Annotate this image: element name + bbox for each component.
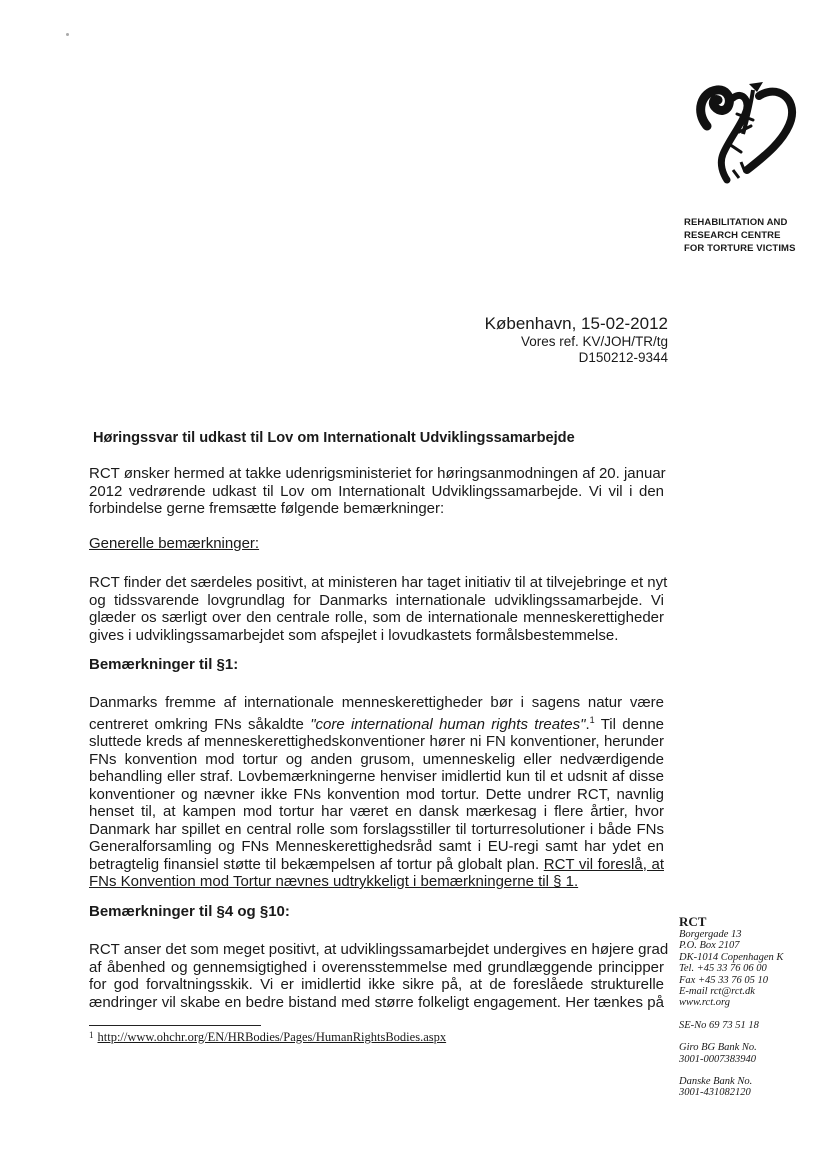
scan-speck	[66, 33, 69, 36]
organization-name-line: RESEARCH CENTRE	[684, 230, 781, 241]
italic-term: "core international human rights treates"	[310, 715, 586, 733]
city-date: København, 15-02-2012	[484, 314, 668, 333]
email-address: E-mail rct@rct.dk	[679, 986, 755, 998]
paragraph-line: 2012 vedrørende udkast til Lov om Internationalt Udviklingssamarbejde. Vi vil i den	[89, 482, 664, 500]
section-4-10-paragraph	[89, 941, 669, 1011]
letter-subject: Høringssvar til udkast til Lov om Internationalt Udviklingssamarbejde	[93, 430, 575, 446]
website: www.rct.org	[679, 997, 730, 1009]
paragraph-line	[89, 712, 664, 734]
paragraph-line: for god forvaltningsskik. Vi er imidlertid ikke sikre på, at de foreslåede strukturelle	[89, 976, 664, 993]
paragraph-line: Danmark har spillet en central rolle som forslagsstiller til torturresolutioner i både FNs	[89, 820, 664, 838]
paragraph-line: RCT finder det særdeles positivt, at ministeren har taget initiativ til at tilvejebringe et nyt	[89, 574, 668, 591]
contact-sidebar	[679, 914, 824, 1099]
section-1-paragraph	[89, 694, 664, 891]
address-line: Borgergade 13	[679, 929, 742, 940]
phone-number: Tel. +45 33 76 06 00	[679, 963, 767, 975]
reference-number: D150212-9344	[578, 350, 668, 365]
spacer	[679, 1031, 824, 1042]
footnote-link[interactable]: http://www.ohchr.org/EN/HRBodies/Pages/HumanRightsBodies.aspx	[97, 1030, 447, 1044]
paragraph-line: behandling eller straf. Lovbemærkningerne henviser imidlertid kun til et udsnit af disse	[89, 768, 664, 785]
address-line: P.O. Box 2107	[679, 940, 740, 952]
footnote-marker: 1	[589, 714, 595, 725]
organization-name-line: REHABILITATION AND	[684, 217, 788, 228]
spacer	[679, 1009, 824, 1020]
general-remarks-paragraph	[89, 574, 668, 644]
paragraph-line: forbindelse gerne fremsætte følgende bemærkninger:	[89, 500, 445, 517]
reference-line: Vores ref. KV/JOH/TR/tg	[520, 334, 668, 349]
paragraph-line: konventioner og nævner ikke FNs konvention mod tortur. Dette undrer RCT, navnlig	[89, 785, 664, 803]
footnote-divider	[89, 1025, 261, 1026]
text-span: centreret omkring FNs såkaldte	[89, 715, 311, 733]
organization-name-line: FOR TORTURE VICTIMS	[684, 243, 796, 254]
bank-number: 3001-431082120	[679, 1087, 751, 1099]
section-4-10-heading: Bemærkninger til §4 og §10:	[89, 903, 290, 920]
paragraph-line: henset til, at kampen mod tortur har været en dansk mærkesag i flere årtier, hvor	[89, 803, 664, 820]
paragraph-line: glæder os særligt over den centrale rolle, som de internationale menneskerettigheder	[89, 609, 664, 626]
footnote-number: 1	[89, 1030, 94, 1040]
paragraph-line: Danmarks fremme af internationale menneskerettigheder bør i sagens natur være	[89, 694, 664, 711]
intro-paragraph	[89, 465, 664, 518]
letter-header	[485, 314, 668, 366]
section-1-heading: Bemærkninger til §1:	[89, 656, 239, 673]
paragraph-line: ændringer vil skabe en bedre bistand med større folkeligt engagement. Her tænkes på	[89, 993, 664, 1011]
paragraph-line: FNs konvention mod tortur og anden grusom, umenneskelig eller nedværdigende	[89, 750, 664, 768]
paragraph-line: Generalforsamling og FNs Menneskerettighedsråd samt i EU-regi samt har ydet en	[89, 838, 664, 855]
fax-number: Fax +45 33 76 05 10	[679, 974, 769, 986]
se-number: SE-No 69 73 51 18	[679, 1019, 759, 1031]
paragraph-line	[89, 873, 664, 891]
footnote	[89, 1030, 446, 1045]
proposal-text: RCT vil foreslå, at	[543, 855, 664, 873]
paragraph-line: sluttede kreds af menneskerettighedskonventioner hører ni FN konventioner, herunder	[89, 733, 664, 750]
bank-number: 3001-0007383940	[679, 1053, 756, 1065]
paragraph-line: RCT anser det som meget positivt, at udviklingssamarbejdet undergives en højere grad	[89, 941, 669, 958]
bank-name: Danske Bank No.	[679, 1076, 753, 1088]
paragraph-line: af åbenhed og gennemsigtighed i overensstemmelse med grundlæggende principper	[89, 958, 664, 976]
organization-name	[684, 216, 824, 255]
rct-logo	[693, 74, 801, 190]
paragraph-line: gives i udviklingssamarbejdet som afspejlet i lovudkastets formålsbestemmelse.	[89, 626, 619, 644]
paragraph-line: og tidssvarende lovgrundlag for Danmarks internationale udviklingssamarbejde. Vi	[89, 591, 664, 609]
text-span: betragtelig finansiel støtte til bekæmpelsen af tortur på globalt plan.	[89, 855, 544, 873]
proposal-text: FNs Konvention mod Tortur nævnes udtrykkeligt i bemærkningerne til § 1.	[89, 873, 579, 890]
bank-name: Giro BG Bank No.	[679, 1042, 757, 1054]
text-span: Til denne	[594, 715, 664, 733]
spacer	[679, 1065, 824, 1076]
address-line: DK-1014 Copenhagen K	[679, 951, 784, 963]
contact-name: RCT	[679, 914, 707, 929]
paragraph-line	[89, 856, 664, 874]
general-remarks-heading: Generelle bemærkninger:	[89, 535, 260, 552]
paragraph-line: RCT ønsker hermed at takke udenrigsministeriet for høringsanmodningen af 20. januar	[89, 465, 666, 482]
text-span: .	[585, 715, 590, 733]
